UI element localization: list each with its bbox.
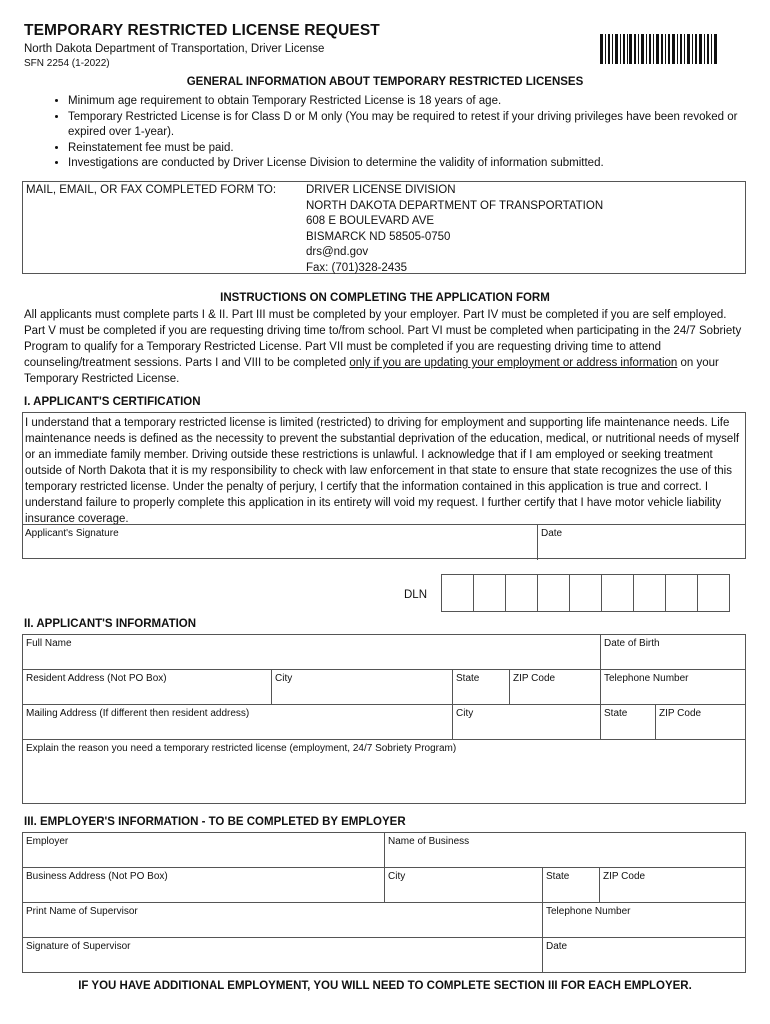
city-field[interactable] bbox=[271, 669, 453, 705]
business-address-label: Business Address (Not PO Box) bbox=[26, 871, 168, 882]
email-address: drs@nd.gov bbox=[306, 246, 369, 258]
dln-label: DLN bbox=[404, 589, 428, 601]
city-label: City bbox=[275, 673, 293, 684]
date-label: Date bbox=[546, 941, 568, 952]
applicant-signature-field[interactable] bbox=[22, 525, 538, 560]
business-name-field[interactable] bbox=[384, 832, 746, 868]
dln-digit-box[interactable] bbox=[633, 574, 666, 612]
list-item: • Investigations are conducted by Driver License Division to determine the validity of information submitted. bbox=[68, 156, 768, 172]
supervisor-name-field[interactable] bbox=[22, 902, 543, 938]
address-line: 608 E BOULEVARD AVE bbox=[306, 215, 435, 227]
general-info-list bbox=[52, 94, 768, 172]
reason-field[interactable] bbox=[22, 739, 746, 804]
employer-telephone-field[interactable] bbox=[542, 902, 746, 938]
dob-label: Date of Birth bbox=[604, 638, 660, 649]
supervisor-name-label: Print Name of Supervisor bbox=[26, 906, 138, 917]
mailing-zip-field[interactable] bbox=[655, 704, 746, 740]
zip-label: ZIP Code bbox=[603, 871, 646, 882]
date-of-birth-field[interactable] bbox=[600, 634, 746, 670]
applicant-signature-label: Applicant's Signature bbox=[25, 528, 119, 539]
business-city-field[interactable] bbox=[384, 867, 543, 903]
agency-name: North Dakota Department of Transportation, Driver License bbox=[24, 43, 325, 55]
applicant-date-label: Date bbox=[541, 528, 563, 539]
mailing-address bbox=[306, 183, 603, 276]
list-item: • Reinstatement fee must be paid. bbox=[68, 141, 768, 157]
supervisor-signature-label: Signature of Supervisor bbox=[26, 941, 131, 952]
section-3-heading: III. EMPLOYER'S INFORMATION - TO BE COMPLETED BY EMPLOYER bbox=[24, 816, 406, 828]
instructions-heading: INSTRUCTIONS ON COMPLETING THE APPLICATION FORM bbox=[220, 292, 550, 304]
zip-code-field[interactable] bbox=[509, 669, 601, 705]
dln-digit-box[interactable] bbox=[473, 574, 506, 612]
full-name-field[interactable] bbox=[22, 634, 601, 670]
telephone-label: Telephone Number bbox=[604, 673, 689, 684]
applicant-date-field[interactable] bbox=[537, 525, 745, 560]
dln-digit-box[interactable] bbox=[697, 574, 730, 612]
resident-address-field[interactable] bbox=[22, 669, 272, 705]
mailing-city-field[interactable] bbox=[452, 704, 601, 740]
mailing-address-label: Mailing Address (If different then resident address) bbox=[26, 708, 250, 719]
dln-digit-box[interactable] bbox=[569, 574, 602, 612]
address-line: DRIVER LICENSE DIVISION bbox=[306, 184, 456, 196]
dln-digit-box[interactable] bbox=[601, 574, 634, 612]
supervisor-date-field[interactable] bbox=[542, 937, 746, 973]
instructions-body: All applicants must complete parts I & II. Part III must be completed by your employer. Part IV must be completed if you are self employed. Part V must be completed if you are requesting driving time to/from school. Part VI must be completed when participating in the 24/7 Sobriety Program to qualify for a Temporary Restricted License. Part VII must be completed if you are requesting driving time to attend counseling/treatment sessions. Parts I and VIII to be completed bbox=[24, 309, 742, 369]
instructions-underlined: only if you are updating your employment or address information bbox=[349, 357, 678, 369]
city-label: City bbox=[388, 871, 406, 882]
address-line: BISMARCK ND 58505-0750 bbox=[306, 230, 451, 243]
certification-text: I understand that a temporary restricted license is limited (restricted) to driving for employment and supporting life maintenance needs. Life maintenance needs is defined as the necessity to prevent the substantial deprivation of the education, medical, or nutritional needs of myself or an immediate family member. Driving outside these restrictions is unlawful. I acknowledge that if I am employed or seeking treatment outside of North Dakota that it is my responsibility to check with law enforcement in that state to ensure that state recognizes the use of this temporary restricted license. Under the penalty of perjury, I certify that the information contained in this application is true and correct. I understand failure to properly complete this application in its entirety will void my request. I further certify that I have motor vehicle liability insurance coverage. bbox=[25, 417, 740, 525]
footer-note: IF YOU HAVE ADDITIONAL EMPLOYMENT, YOU WILL NEED TO COMPLETE SECTION III FOR EACH EMPLOYER. bbox=[78, 980, 692, 992]
business-name-label: Name of Business bbox=[388, 836, 470, 847]
zip-label: ZIP Code bbox=[659, 708, 702, 719]
form-number: SFN 2254 (1-2022) bbox=[24, 58, 110, 69]
telephone-label: Telephone Number bbox=[546, 906, 631, 917]
certification-box bbox=[22, 412, 746, 559]
state-label: State bbox=[604, 708, 628, 719]
state-label: State bbox=[456, 673, 480, 684]
business-address-field[interactable] bbox=[22, 867, 385, 903]
city-label: City bbox=[456, 708, 474, 719]
telephone-field[interactable] bbox=[600, 669, 746, 705]
state-field[interactable] bbox=[452, 669, 510, 705]
full-name-label: Full Name bbox=[26, 638, 72, 649]
address-line: NORTH DAKOTA DEPARTMENT OF TRANSPORTATION bbox=[306, 199, 604, 212]
section-2-heading: II. APPLICANT'S INFORMATION bbox=[24, 618, 197, 630]
mailing-instructions-box bbox=[22, 181, 746, 274]
mailing-address-field[interactable] bbox=[22, 704, 453, 740]
form-title: TEMPORARY RESTRICTED LICENSE REQUEST bbox=[24, 22, 380, 39]
dln-digit-box[interactable] bbox=[665, 574, 698, 612]
dln-digit-box[interactable] bbox=[441, 574, 474, 612]
section-1-heading: I. APPLICANT'S CERTIFICATION bbox=[24, 396, 201, 408]
instructions-tail: on your Temporary Restricted License. bbox=[24, 357, 719, 385]
mailing-state-field[interactable] bbox=[600, 704, 656, 740]
business-zip-field[interactable] bbox=[599, 867, 746, 903]
supervisor-signature-field[interactable] bbox=[22, 937, 543, 973]
employer-field[interactable] bbox=[22, 832, 385, 868]
general-info-heading: GENERAL INFORMATION ABOUT TEMPORARY RESTRICTED LICENSES bbox=[186, 76, 584, 88]
reason-label: Explain the reason you need a temporary restricted license (employment, 24/7 Sobriety Program) bbox=[26, 743, 457, 754]
barcode-icon bbox=[600, 34, 718, 64]
state-label: State bbox=[546, 871, 570, 882]
business-state-field[interactable] bbox=[542, 867, 600, 903]
signature-row bbox=[22, 524, 746, 560]
instructions-text bbox=[24, 307, 746, 387]
zip-label: ZIP Code bbox=[513, 673, 556, 684]
list-item: • Temporary Restricted License is for Class D or M only (You may be required to retest if your driving privileges have been revoked or expired over 1-year). bbox=[68, 110, 768, 141]
fax-number: Fax: (701)328-2435 bbox=[306, 261, 408, 274]
resident-address-label: Resident Address (Not PO Box) bbox=[26, 673, 167, 684]
employer-label: Employer bbox=[26, 836, 69, 847]
dln-digit-box[interactable] bbox=[537, 574, 570, 612]
dln-digit-box[interactable] bbox=[505, 574, 538, 612]
mail-label: MAIL, EMAIL, OR FAX COMPLETED FORM TO: bbox=[26, 184, 277, 196]
list-item: • Minimum age requirement to obtain Temporary Restricted License is 18 years of age. bbox=[68, 94, 768, 110]
